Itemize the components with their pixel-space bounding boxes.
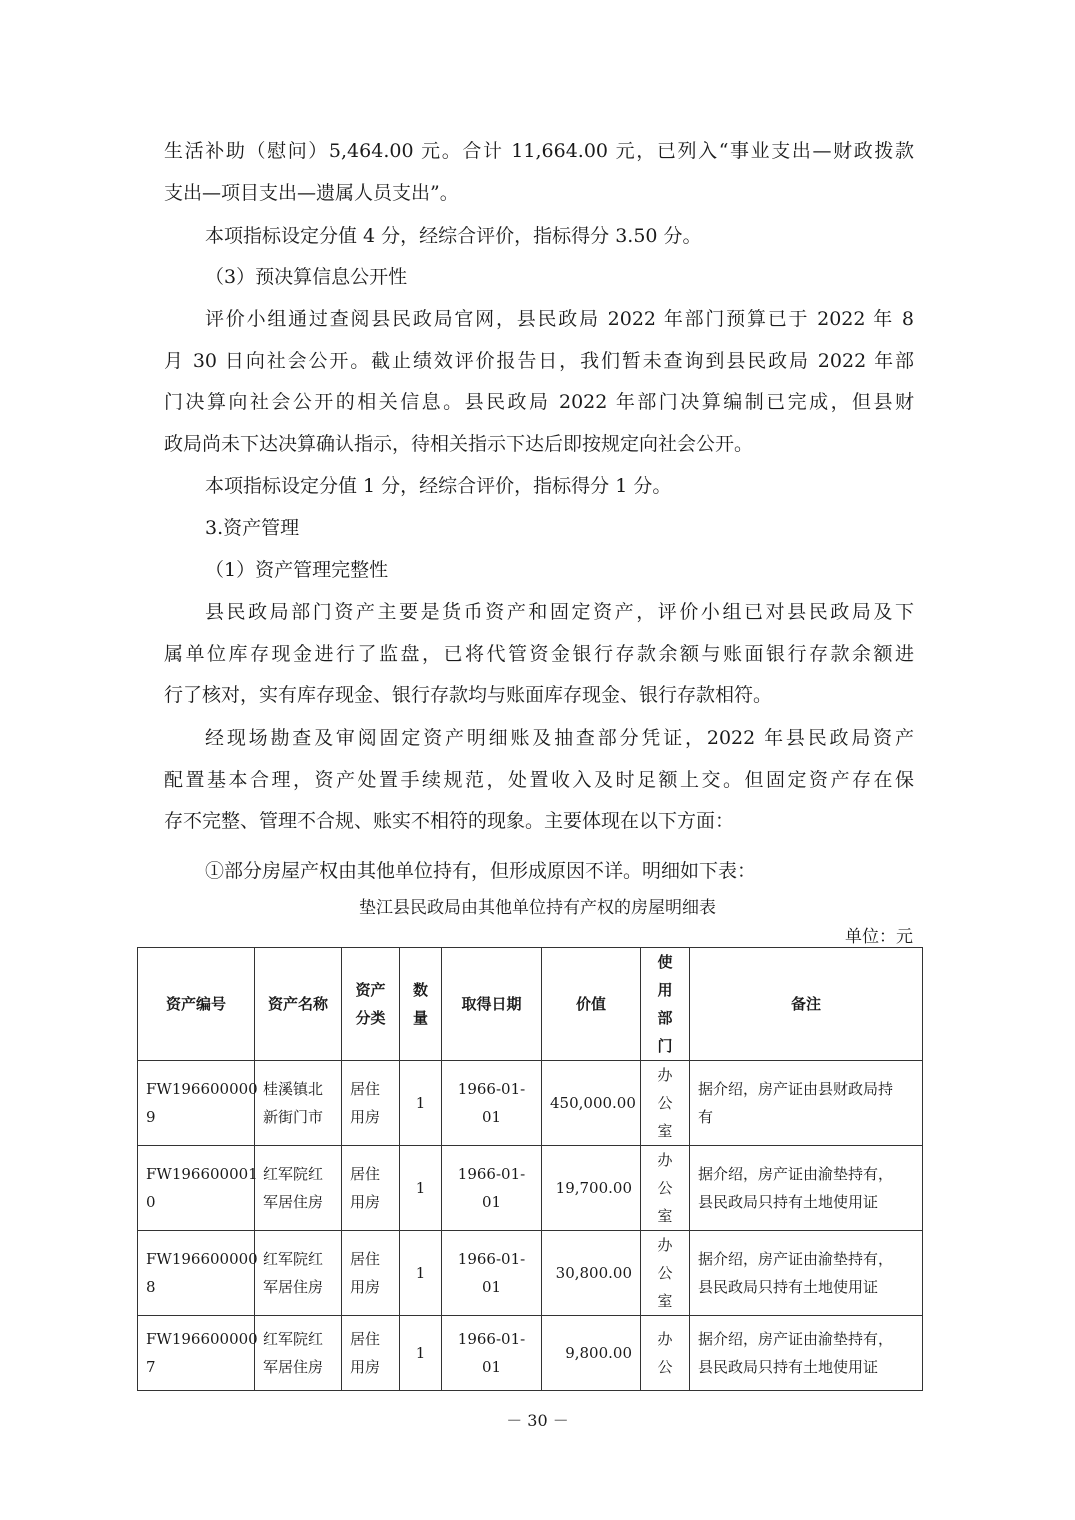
text-line: 3.资产管理	[205, 517, 300, 539]
cell-line: 公	[657, 1358, 673, 1376]
cell-line: 居住	[350, 1330, 381, 1348]
cell-line: 用房	[350, 1358, 381, 1376]
cell-line: 0	[146, 1193, 156, 1211]
heading-asset-management	[164, 508, 914, 550]
cell-line: 红军院红	[263, 1250, 324, 1268]
header-remarks: 备注	[690, 948, 923, 1061]
header-line: 资产	[355, 981, 386, 999]
cell-value: 9,800.00	[542, 1316, 641, 1391]
text-line: 行了核对，实有库存现金、银行存款均与账面库存现金、银行存款相符。	[164, 684, 773, 706]
paragraph-asset-check	[164, 592, 914, 717]
cell-acquire-date: 1966-01-01	[442, 1316, 542, 1391]
cell-line: 有	[698, 1108, 714, 1126]
cell-remarks	[690, 1231, 923, 1316]
cell-asset-id	[138, 1316, 258, 1391]
text-line: 存不完整、管理不合规、账实不相符的现象。主要体现在以下方面：	[164, 810, 735, 832]
cell-line: 用房	[350, 1278, 381, 1296]
cell-asset-name	[255, 1231, 342, 1316]
cell-acquire-date: 1966-01-01	[442, 1146, 542, 1231]
text-line: （3）预决算信息公开性	[205, 266, 408, 288]
cell-acquire-date: 1966-01-01	[442, 1061, 542, 1146]
text-line: 县民政局部门资产主要是货币资产和固定资产，评价小组已对县民政局及下	[205, 601, 914, 623]
header-asset-category	[342, 948, 400, 1061]
cell-asset-name	[255, 1146, 342, 1231]
cell-line: 办	[657, 1330, 673, 1348]
paragraph-score-1	[164, 216, 914, 258]
page-number: － 30 －	[506, 1411, 569, 1430]
header-line: 用	[657, 981, 673, 999]
cell-asset-id	[138, 1231, 258, 1316]
paragraph-fixed-assets	[164, 718, 914, 843]
cell-line: 红军院红	[263, 1330, 324, 1348]
heading-budget-disclosure	[164, 257, 914, 299]
cell-remarks	[690, 1146, 923, 1231]
heading-asset-completeness	[164, 550, 914, 592]
cell-quantity: 1	[400, 1146, 442, 1231]
cell-line: FW196600001	[146, 1165, 258, 1183]
cell-line: 7	[146, 1358, 156, 1376]
cell-line: 公	[657, 1264, 673, 1282]
cell-department	[641, 1146, 690, 1231]
text-line: 经现场勘查及审阅固定资产明细账及抽查部分凭证，2022 年县民政局资产	[205, 727, 914, 749]
cell-line: 室	[657, 1292, 673, 1310]
header-department	[641, 948, 690, 1061]
cell-line: 县民政局只持有土地使用证	[698, 1278, 879, 1296]
cell-line: 县民政局只持有土地使用证	[698, 1358, 879, 1376]
cell-line: 9	[146, 1108, 156, 1126]
cell-line: FW196600000	[146, 1080, 258, 1098]
cell-line: 用房	[350, 1108, 381, 1126]
cell-acquire-date: 1966-01-01	[442, 1231, 542, 1316]
header-line: 分类	[355, 1009, 386, 1027]
table-caption: 垫江县民政局由其他单位持有产权的房屋明细表	[359, 898, 716, 918]
cell-line: 8	[146, 1278, 156, 1296]
header-asset-id: 资产编号	[138, 948, 255, 1061]
header-line: 部	[657, 1009, 673, 1027]
cell-value: 30,800.00	[542, 1231, 641, 1316]
cell-line: 县民政局只持有土地使用证	[698, 1193, 879, 1211]
cell-line: 办	[657, 1066, 673, 1084]
cell-asset-category	[342, 1316, 400, 1391]
text-line: 政局尚未下达决算确认指示，待相关指示下达后即按规定向社会公开。	[164, 432, 754, 455]
header-asset-name: 资产名称	[255, 948, 342, 1061]
cell-remarks	[690, 1316, 923, 1391]
cell-line: 新街门市	[263, 1108, 324, 1126]
header-quantity	[400, 948, 442, 1061]
cell-line: 军居住房	[263, 1193, 324, 1211]
cell-line: 室	[657, 1207, 673, 1225]
header-line: 使	[657, 953, 673, 971]
cell-line: 据介绍，房产证由渝垫持有，	[698, 1330, 894, 1348]
cell-value: 450,000.00	[542, 1061, 641, 1146]
header-value: 价值	[542, 948, 641, 1061]
cell-quantity: 1	[400, 1231, 442, 1316]
text-line: 本项指标设定分值 1 分，经综合评价，指标得分 1 分。	[205, 475, 672, 497]
text-line: 评价小组通过查阅县民政局官网，县民政局 2022 年部门预算已于 2022 年 8	[205, 308, 914, 330]
text-line: ①部分房屋产权由其他单位持有，但形成原因不详。明细如下表：	[205, 860, 757, 882]
cell-asset-name	[255, 1061, 342, 1146]
text-line: 门决算向社会公开的相关信息。县民政局 2022 年部门决算编制已完成，但县财	[164, 391, 914, 413]
header-line: 数	[412, 981, 428, 999]
cell-asset-category	[342, 1061, 400, 1146]
cell-asset-category	[342, 1146, 400, 1231]
cell-line: 公	[657, 1094, 673, 1112]
cell-line: 居住	[350, 1250, 381, 1268]
cell-line: 办	[657, 1236, 673, 1254]
cell-line: 居住	[350, 1165, 381, 1183]
cell-line: FW196600000	[146, 1250, 258, 1268]
cell-line: FW196600000	[146, 1330, 258, 1348]
cell-asset-name	[255, 1316, 342, 1391]
paragraph-score-2	[164, 466, 914, 508]
table-unit: 单位：元	[845, 927, 913, 947]
text-line: 属单位库存现金进行了监盘，已将代管资金银行存款余额与账面银行存款余额进	[164, 642, 914, 665]
text-line: 本项指标设定分值 4 分，经综合评价，指标得分 3.50 分。	[205, 225, 702, 247]
text-line: 配置基本合理，资产处置手续规范，处置收入及时足额上交。但固定资产存在保	[164, 768, 914, 791]
cell-value: 19,700.00	[542, 1146, 641, 1231]
text-line: 月 30 日向社会公开。截止绩效评价报告日，我们暂未查询到县民政局 2022 年部	[164, 349, 914, 372]
cell-asset-id	[138, 1061, 258, 1146]
cell-remarks	[690, 1061, 923, 1146]
paragraph-budget-disclosure	[164, 299, 914, 465]
table-row	[138, 1316, 923, 1391]
cell-line: 桂溪镇北	[263, 1080, 324, 1098]
text-line: 支出—项目支出—遗属人员支出”。	[164, 181, 459, 204]
cell-department	[641, 1316, 690, 1391]
cell-line: 据介绍，房产证由渝垫持有，	[698, 1165, 894, 1183]
cell-line: 红军院红	[263, 1165, 324, 1183]
cell-department	[641, 1231, 690, 1316]
cell-line: 据介绍，房产证由县财政局持	[698, 1080, 894, 1098]
cell-line: 军居住房	[263, 1358, 324, 1376]
text-line: 生活补助（慰问）5,464.00 元。合计 11,664.00 元，已列入“事业支出—财政拨款	[164, 140, 914, 162]
cell-asset-category	[342, 1231, 400, 1316]
header-line: 量	[412, 1009, 428, 1027]
table-row	[138, 1146, 923, 1231]
cell-line: 据介绍，房产证由渝垫持有，	[698, 1250, 894, 1268]
table-row	[138, 1061, 923, 1146]
text-line: （1）资产管理完整性	[205, 559, 389, 581]
cell-line: 公	[657, 1179, 673, 1197]
cell-quantity: 1	[400, 1316, 442, 1391]
cell-line: 军居住房	[263, 1278, 324, 1296]
paragraph-subsidy-total	[164, 131, 914, 214]
paragraph-property-rights	[164, 851, 914, 893]
header-acquire-date: 取得日期	[442, 948, 542, 1061]
header-line: 门	[657, 1037, 673, 1055]
cell-line: 居住	[350, 1080, 381, 1098]
table-row	[138, 1231, 923, 1316]
cell-quantity: 1	[400, 1061, 442, 1146]
table-header-row	[138, 948, 923, 1061]
cell-line: 办	[657, 1151, 673, 1169]
property-table	[137, 947, 923, 1391]
cell-department	[641, 1061, 690, 1146]
cell-line: 用房	[350, 1193, 381, 1211]
cell-asset-id	[138, 1146, 258, 1231]
cell-line: 室	[657, 1122, 673, 1140]
